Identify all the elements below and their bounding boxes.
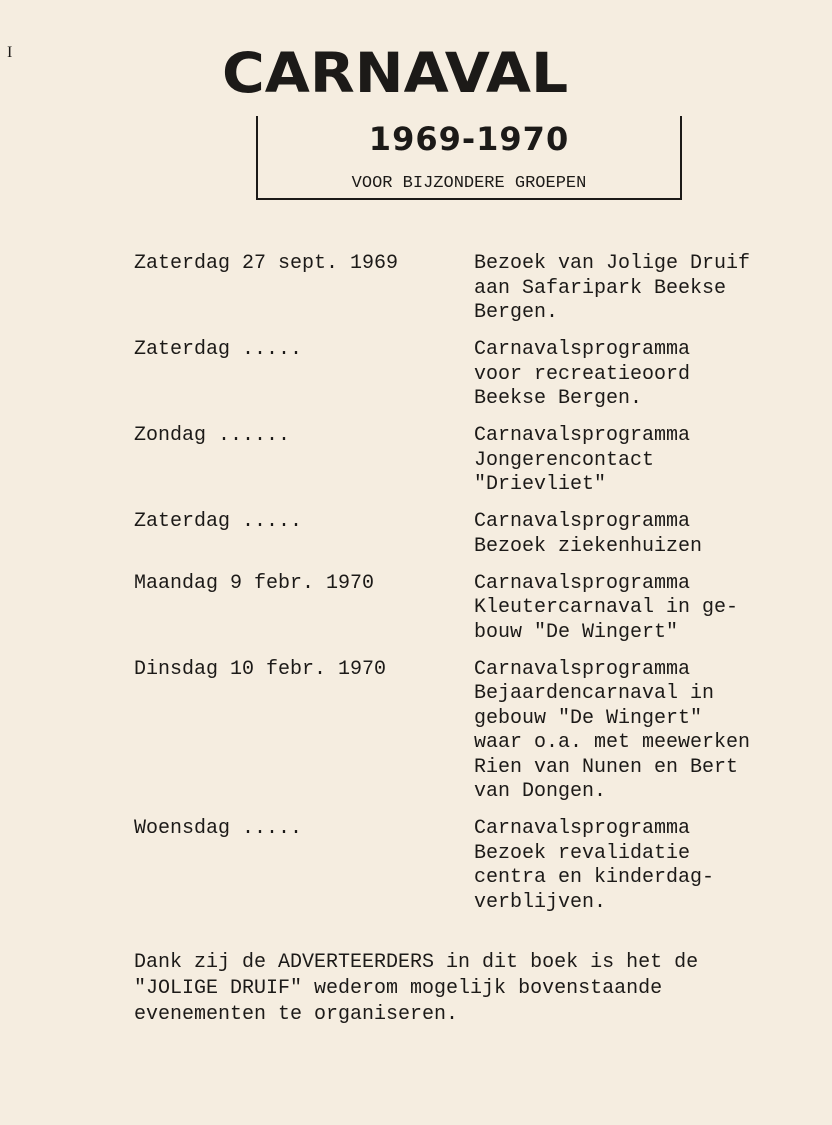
subtitle: VOOR BIJZONDERE GROEPEN [351, 174, 587, 193]
event-description [474, 510, 702, 559]
event-row [134, 338, 804, 412]
event-date: Zaterdag 27 sept. 1969 [134, 252, 399, 275]
event-date: Woensdag ..... [134, 817, 303, 840]
event-description [474, 817, 714, 915]
event-description-line: "Drievliet" [474, 473, 607, 496]
event-description-line: Bezoek ziekenhuizen [474, 534, 703, 558]
event-description [474, 424, 690, 498]
event-date: Zaterdag ..... [134, 510, 303, 533]
event-row [134, 572, 804, 646]
footer-line: evenementen te organiseren. [134, 1003, 459, 1026]
event-description-line: voor recreatieoord [474, 362, 691, 386]
event-description-line: Bezoek van Jolige Druif [474, 252, 751, 275]
event-description-line: centra en kinderdag- [474, 866, 715, 889]
event-description-line: Kleutercarnaval in ge- [474, 596, 739, 619]
event-description [474, 572, 738, 646]
event-description-line: Jongerencontact [474, 448, 655, 472]
event-description-line: Rien van Nunen en Bert [474, 755, 739, 779]
event-list [134, 252, 804, 928]
event-description-line: Bezoek revalidatie [474, 841, 691, 865]
event-description-line: Carnavalsprogramma [474, 424, 691, 447]
event-description [474, 252, 750, 326]
event-description-line: Bejaardencarnaval in [474, 682, 715, 705]
event-description [474, 658, 750, 805]
years-heading: 1969-1970 [368, 120, 570, 158]
footer-line: "JOLIGE DRUIF" wederom mogelijk bovenstaande [134, 977, 663, 1000]
event-description-line: Carnavalsprogramma [474, 571, 691, 595]
event-date: Zondag ...... [134, 424, 291, 447]
event-date: Zaterdag ..... [134, 338, 303, 361]
event-description-line: bouw "De Wingert" [474, 620, 679, 644]
footer-line: Dank zij de ADVERTEERDERS in dit boek is het de [134, 951, 699, 974]
event-description-line: van Dongen. [474, 780, 607, 803]
event-row [134, 424, 804, 498]
event-description [474, 338, 690, 412]
event-row [134, 510, 804, 559]
event-description-line: Carnavalsprogramma [474, 657, 691, 681]
event-description-line: verblijven. [474, 890, 607, 914]
event-description-line: aan Safaripark Beekse [474, 276, 727, 300]
page-title: CARNAVAL [222, 41, 569, 105]
event-description-line: Carnavalsprogramma [474, 338, 691, 361]
header-box [256, 116, 682, 200]
event-description-line: waar o.a. met meewerken [474, 731, 751, 754]
event-description-line: Carnavalsprogramma [474, 817, 691, 840]
event-description-line: Carnavalsprogramma [474, 510, 691, 533]
event-row [134, 817, 804, 915]
event-description-line: gebouw "De Wingert" [474, 706, 703, 730]
page-number-mark: I [7, 44, 13, 61]
event-description-line: Beekse Bergen. [474, 387, 643, 410]
event-date: Maandag 9 febr. 1970 [134, 571, 375, 595]
event-description-line: Bergen. [474, 301, 559, 324]
event-date: Dinsdag 10 febr. 1970 [134, 657, 387, 681]
event-row [134, 252, 804, 326]
event-row [134, 658, 804, 805]
footer-note [134, 950, 814, 1028]
